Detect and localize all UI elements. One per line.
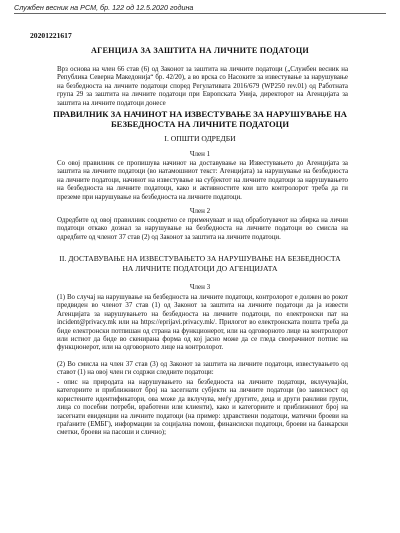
header-divider bbox=[14, 13, 386, 14]
rulebook-title-line-1: ПРАВИЛНИК ЗА НАЧИНОТ НА ИЗВЕСТУВАЊЕ ЗА НАРУШУВАЊЕ НА bbox=[53, 109, 347, 119]
section-heading-general: I. ОПШТИ ОДРЕДБИ bbox=[164, 134, 236, 143]
preamble-paragraph: Врз основа на член 66 став (6) од Законот за заштита на личните податоци („Службен весник на Република Северна Македонија“ бр. 42/20), а во врска со Насоките за известување за нарушување на безбедноста на личните податоци според Регулативата 2016/679 (WP250 rev.01) од Работната група 29 за заштита на личните податоци при Европската Унија, директорот на Агенцијата за заштита на личните податоци донесе bbox=[57, 66, 348, 107]
section-heading-notification-1: II. ДОСТАВУВАЊЕ НА ИЗВЕСТУВАЊЕТО ЗА НАРУШУВАЊЕ НА БЕЗБЕДНОСТА bbox=[59, 254, 341, 263]
article-2-heading: Член 2 bbox=[189, 207, 211, 215]
article-3-paragraph-3: - опис на природата на нарушувањето на безбедноста на личните податоци, вклучувајќи, категориите и приближниот број на засегнати субјекти на личните податоци (во зависност од користените идентификатори, ова може да вклучува, меѓу другите, деца и други ранливи групи, лица со посебни потреби, вработени или клиенти), како и категориите и приближниот број на засегнати евиденции на личните податоци (на пример: здравствени податоци, матични броеви на граѓаните (ЕМБГ), информации за социјална помош, финансиски податоци, броеви на банкарски сметки, броеви на пасоши и слично); bbox=[57, 379, 348, 437]
article-3-heading: Член 3 bbox=[189, 283, 211, 291]
document-number: 20201221617 bbox=[30, 31, 72, 40]
section-heading-notification-2: НА ЛИЧНИТЕ ПОДАТОЦИ ДО АГЕНЦИЈАТА bbox=[122, 264, 278, 273]
article-3-paragraph-2: (2) Во смисла на член 37 став (3) од Законот за заштита на личните податоци, известувањето од ставот (1) на овој член ги содржи следните податоци: bbox=[57, 361, 348, 377]
gazette-header: Службен весник на РСМ, бр. 122 од 12.5.2020 година bbox=[14, 3, 194, 12]
agency-title: АГЕНЦИЈА ЗА ЗАШТИТА НА ЛИЧНИТЕ ПОДАТОЦИ bbox=[90, 46, 309, 55]
article-3-paragraph-1: (1) Во случај на нарушување на безбедноста на личните податоци, контролорот е должен во рокот предвиден во членот 37 став (1) од Законот за заштита на личните податоци да ја извести Агенцијата за нарушувањето на безбедноста на личните податоци, по електронски пат на incident@privacy.mk или на https://eprijavi.privacy.mk/. Прилогот во електронската пошта треба да биде електронски потпишан од страна на функционерот, или на одговорното лице на контролорот или истиот да биде во скенирана форма од кој јасно може да се гледа своерачниот потпис на функционерот, или на одговорното лице на контролорот. bbox=[57, 294, 348, 352]
article-1-text: Со овој правилник се пропишува начинот на доставување на Известувањето до Агенцијата за заштита на личните податоци (во натамошниот текст: Агенцијата) за нарушување на безбедноста на личните податоци, начинот на известување на субјектот на личните податоци за нарушувањето на безбедноста на личните податоци, како и активностите кои што контролорот треба да ги преземе при нарушување на безбедноста на личните податоци. bbox=[57, 160, 348, 201]
article-2-text: Одредбите од овој правилник соодветно се применуваат и над обработувачот на збирка на лични податоци откако дознал за нарушување на безбедноста на личните податоци во смисла на одредбите од членот 37 став (2) од Законот за заштита на личните податоци. bbox=[57, 217, 348, 241]
rulebook-title-line-2: БЕЗБЕДНОСТА НА ЛИЧНИТЕ ПОДАТОЦИ bbox=[110, 119, 290, 129]
article-1-heading: Член 1 bbox=[189, 150, 211, 158]
